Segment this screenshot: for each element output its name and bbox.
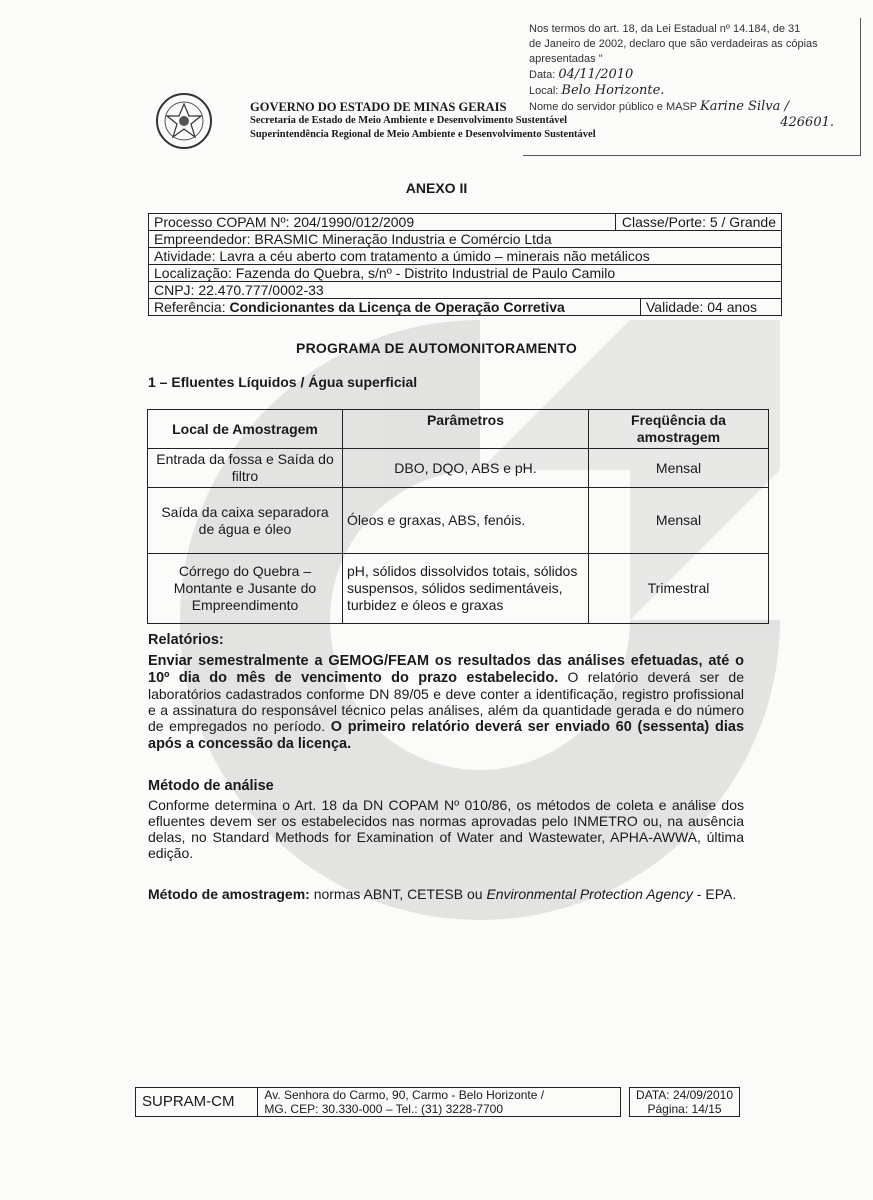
classe-porte: Classe/Porte: 5 / Grande xyxy=(615,214,782,230)
stamp-date-value: 04/11/2010 xyxy=(558,67,634,82)
atividade: Atividade: Lavra a céu aberto com tratamento a úmido – minerais não metálicos xyxy=(149,248,782,265)
empreendedor: Empreendedor: BRASMIC Mineração Industria e Comércio Ltda xyxy=(149,231,782,248)
relatorios-heading: Relatórios: xyxy=(148,632,224,648)
state-seal-icon xyxy=(155,92,213,150)
footer-spacer xyxy=(621,1088,630,1117)
page-footer xyxy=(135,1087,740,1117)
table-row xyxy=(148,554,769,624)
referencia xyxy=(149,299,641,316)
metodo-amostragem-text: normas ABNT, CETESB ou xyxy=(309,886,487,902)
table-cell: pH, sólidos dissolvidos totais, sólidos suspensos, sólidos sedimentáveis, turbidez e óleos e graxas xyxy=(343,554,589,624)
document-title: ANEXO II xyxy=(405,180,468,196)
table-cell: DBO, DQO, ABS e pH. xyxy=(343,449,589,488)
table-row xyxy=(149,282,782,299)
metodo-amostragem-tail: - EPA. xyxy=(692,886,737,902)
column-header: Parâmetros xyxy=(343,410,589,449)
table-cell: Mensal xyxy=(589,488,769,554)
stamp-servidor xyxy=(529,99,854,115)
column-header: Local de Amostragem xyxy=(148,410,343,449)
referencia-label: Referência: xyxy=(154,299,230,315)
relatorios-section xyxy=(148,632,744,752)
table-cell: Mensal xyxy=(589,449,769,488)
metodo-analise-heading: Método de análise xyxy=(148,778,274,794)
localizacao: Localização: Fazenda do Quebra, s/nº - Distrito Industrial de Paulo Camilo xyxy=(149,265,782,282)
table-row xyxy=(149,248,782,265)
metodo-amostragem-section xyxy=(148,886,744,902)
column-header: Freqüência da amostragem xyxy=(589,410,769,449)
stamp-line: apresentadas " xyxy=(529,53,603,65)
metodo-amostragem-italic: Environmental Protection Agency xyxy=(486,886,693,902)
section-heading: 1 – Efluentes Líquidos / Água superficial xyxy=(148,374,418,390)
stamp-servidor-label: Nome do servidor público e MASP xyxy=(529,101,697,113)
secretaria-name: Secretaria de Estado de Meio Ambiente e Desenvolvimento Sustentável xyxy=(250,115,568,126)
table-cell: Saída da caixa separadora de água e óleo xyxy=(148,488,343,554)
footer-org: SUPRAM-CM xyxy=(136,1088,258,1117)
stamp-date xyxy=(529,67,854,83)
footer-address-line: MG. CEP: 30.330-000 – Tel.: (31) 3228-7700 xyxy=(264,1102,504,1116)
relatorios-text xyxy=(148,652,744,752)
program-title: PROGRAMA DE AUTOMONITORAMENTO xyxy=(296,340,577,356)
footer-date: DATA: 24/09/2010 xyxy=(636,1088,733,1102)
stamp-servidor-name: Karine Silva / xyxy=(700,99,789,114)
table-header-row xyxy=(148,410,769,449)
process-number-text: Processo COPAM Nº: 204/1990/012/2009 xyxy=(154,214,415,230)
process-info-table xyxy=(148,213,782,316)
stamp-masp xyxy=(529,115,854,131)
table-row xyxy=(136,1088,740,1117)
footer-page: Página: 14/15 xyxy=(647,1102,722,1116)
process-number xyxy=(149,214,782,231)
table-row xyxy=(148,449,769,488)
metodo-analise-section xyxy=(148,778,744,861)
stamp-local xyxy=(529,83,854,99)
footer-address xyxy=(258,1088,621,1117)
stamp-line: de Janeiro de 2002, declaro que são verdadeiras as cópias xyxy=(529,38,818,50)
table-row xyxy=(149,299,782,316)
table-row xyxy=(148,488,769,554)
footer-address-line: Av. Senhora do Carmo, 90, Carmo - Belo Horizonte / xyxy=(264,1088,545,1102)
stamp-local-value: Belo Horizonte. xyxy=(561,83,665,98)
table-row xyxy=(149,231,782,248)
metodo-analise-text: Conforme determina o Art. 18 da DN COPAM Nº 010/86, os métodos de coleta e análise dos efluentes devem ser os estabelecidos nas normas aprovadas pelo INMETRO ou, na ausência delas, no Standard Methods for Examination of Water and Wastewater, APHA-AWWA, última edição. xyxy=(148,797,744,861)
validade: Validade: 04 anos xyxy=(641,299,782,316)
referencia-value: Condicionantes da Licença de Operação Corretiva xyxy=(229,299,565,315)
certification-stamp xyxy=(523,18,861,156)
table-cell: Trimestral xyxy=(589,554,769,624)
relatorios-text-1: O relatório deverá ser de laboratórios cadastrados conforme DN 89/05 e deve conter a identificação, registro profissional e a assinatura do responsável técnico pelas análises, além da quantidade gerada e do número de empregados no período. xyxy=(148,669,744,734)
table-row xyxy=(149,214,782,231)
superintendencia-name: Superintendência Regional de Meio Ambiente e Desenvolvimento Sustentável xyxy=(250,129,596,140)
metodo-amostragem-heading: Método de amostragem: xyxy=(148,886,310,902)
stamp-masp-value: 426601. xyxy=(780,115,834,130)
footer-date-page xyxy=(630,1088,740,1117)
sampling-table xyxy=(147,409,769,624)
government-name: GOVERNO DO ESTADO DE MINAS GERAIS xyxy=(250,100,507,114)
cnpj: CNPJ: 22.470.777/0002-33 xyxy=(149,282,782,299)
relatorios-bold-2: O primeiro relatório deverá ser enviado 60 (sessenta) dias após a concessão da licença. xyxy=(148,719,745,752)
table-cell: Entrada da fossa e Saída do filtro xyxy=(148,449,343,488)
table-cell: Óleos e graxas, ABS, fenóis. xyxy=(343,488,589,554)
stamp-date-label: Data: xyxy=(529,69,556,81)
relatorios-bold-1: Enviar semestralmente a GEMOG/FEAM os resultados das análises efetuadas, até o 10º dia do mês de vencimento do prazo estabelecido. xyxy=(148,653,744,686)
table-cell: Córrego do Quebra – Montante e Jusante do Empreendimento xyxy=(148,554,343,624)
stamp-local-label: Local: xyxy=(529,85,559,97)
stamp-line: Nos termos do art. 18, da Lei Estadual nº 14.184, de 31 xyxy=(529,23,801,35)
table-row xyxy=(149,265,782,282)
